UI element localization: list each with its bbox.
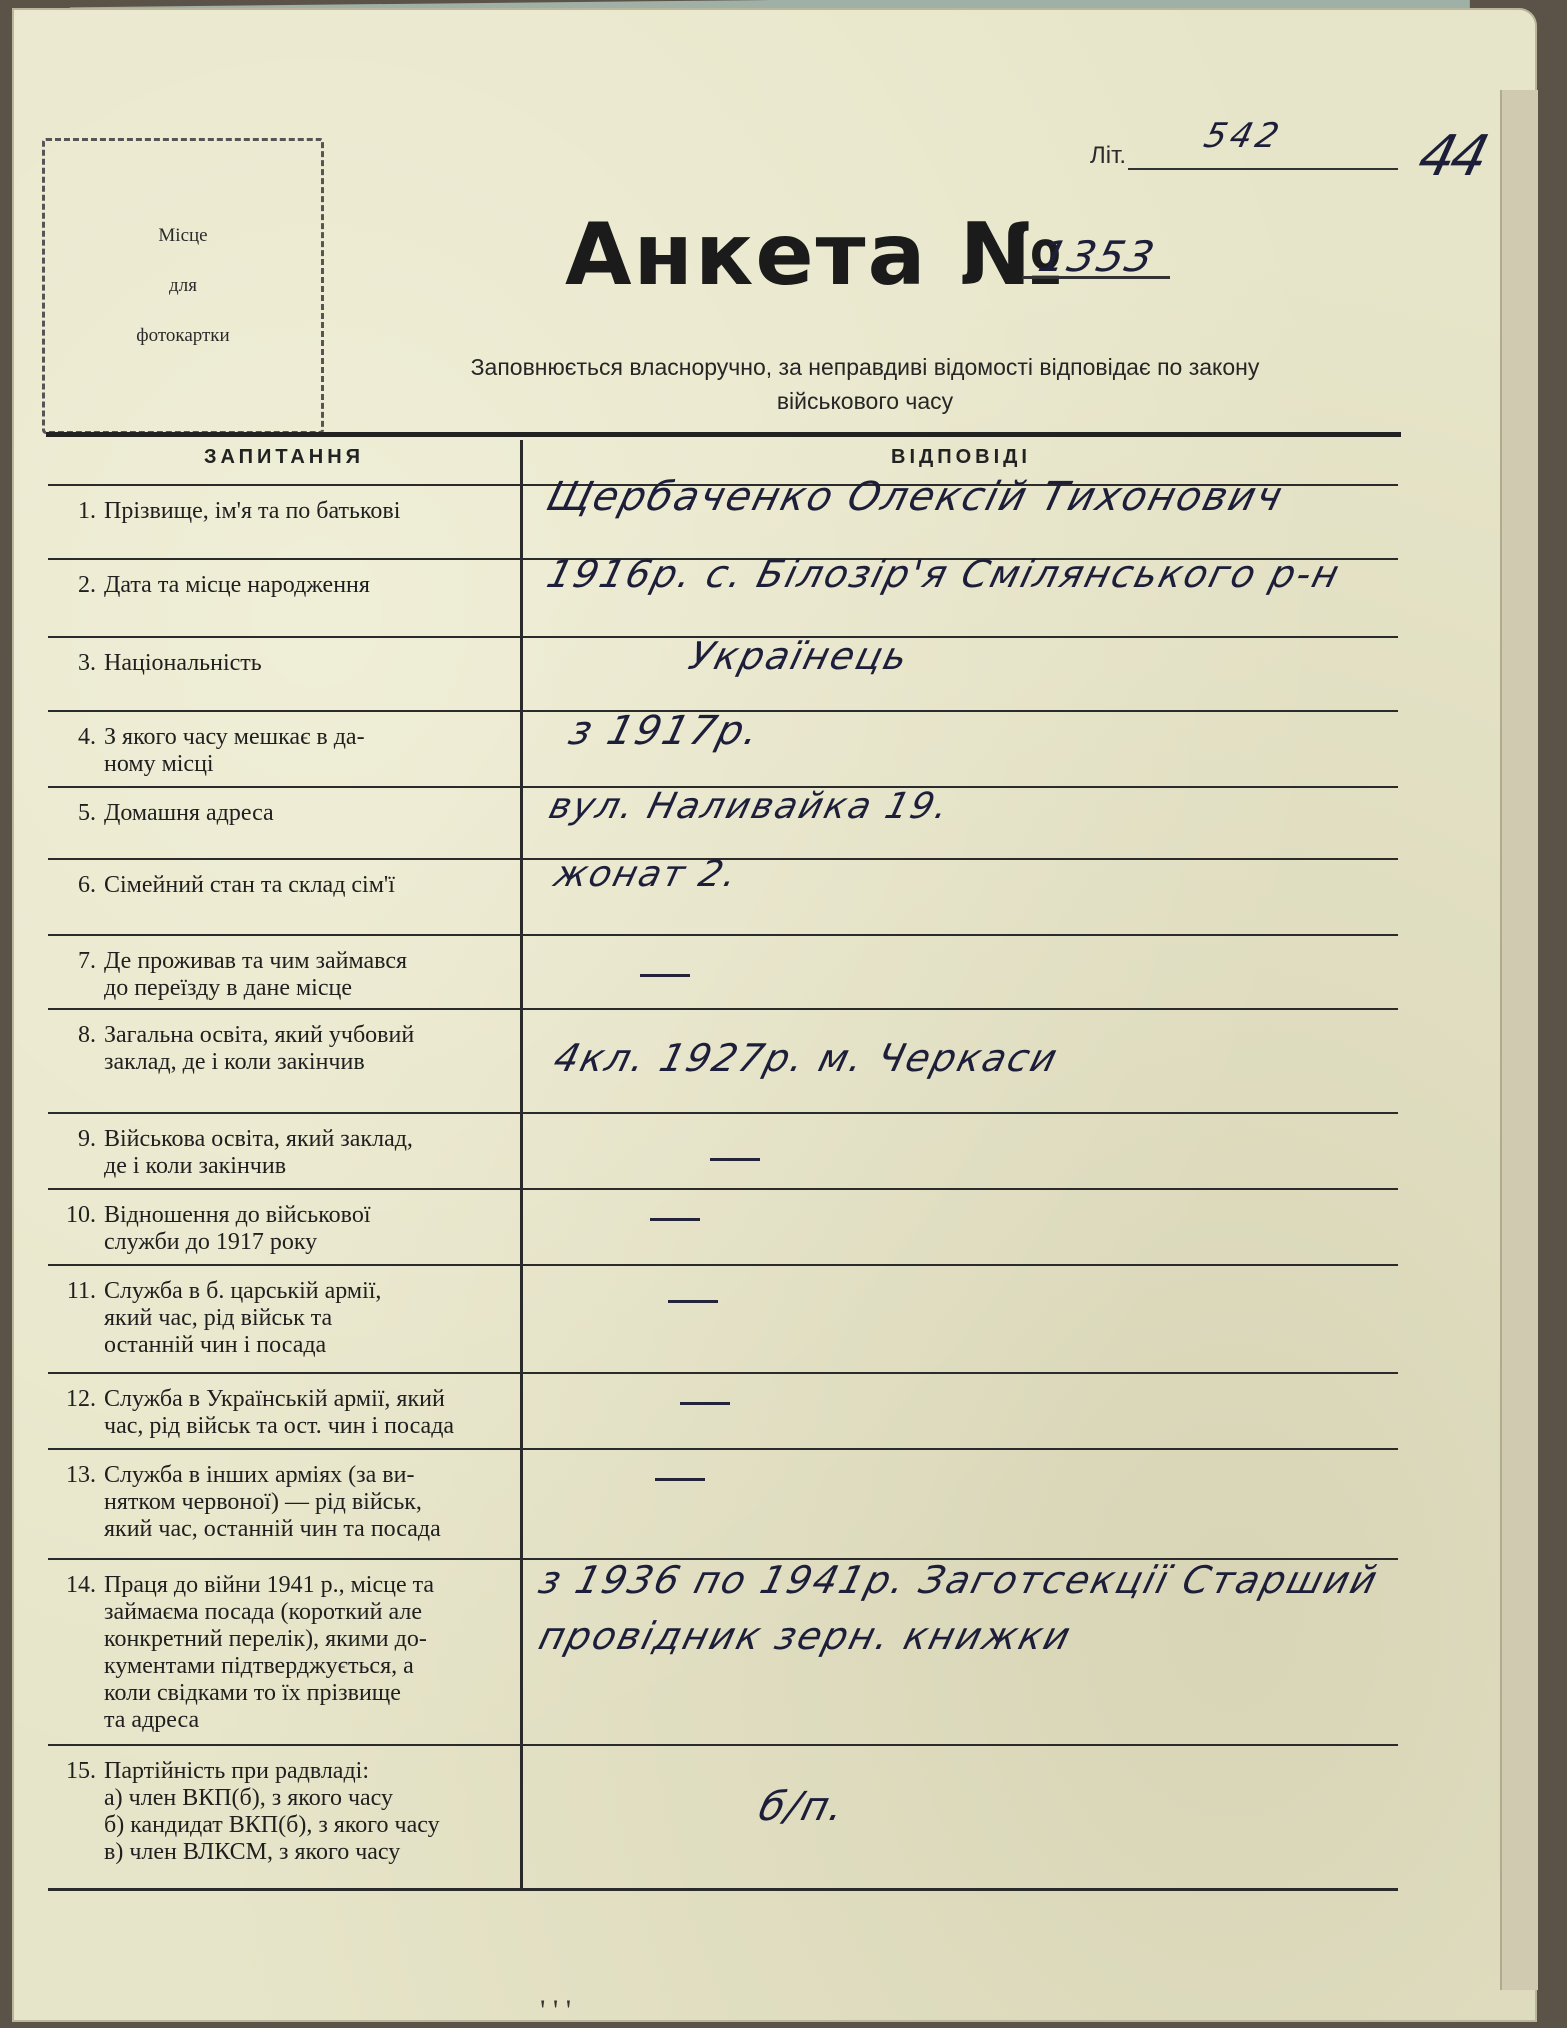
answer-5: вул. Наливайка 19. [544, 786, 955, 827]
question-text: Служба в б. царській армії, [104, 1278, 382, 1304]
question-number: 1. [78, 498, 96, 524]
question-number: 11. [66, 1278, 96, 1304]
question-10 [52, 1202, 522, 1256]
question-number: 10. [66, 1202, 96, 1228]
question-7 [52, 948, 522, 1002]
row-rule [48, 1448, 1398, 1450]
answer-8: 4кл. 1927р. м. Черкаси [549, 1036, 1064, 1080]
question-number: 13. [66, 1462, 96, 1488]
answer-dash-12 [680, 1402, 730, 1405]
question-5 [52, 800, 522, 827]
question-4 [52, 724, 522, 778]
archive-page-number: 44 [1411, 124, 1492, 189]
lit-value: 542 [1200, 116, 1287, 156]
row-rule [48, 1744, 1398, 1746]
question-text-line: та адреса [104, 1707, 200, 1733]
photo-placeholder [42, 138, 324, 434]
question-text: Домашня адреса [104, 800, 274, 826]
row-rule [48, 1372, 1398, 1374]
answer-15: б/п. [754, 1784, 851, 1830]
question-text-line: до переїзду в дане місце [104, 975, 352, 1001]
question-text: Праця до війни 1941 р., місце та [104, 1572, 435, 1598]
table-top-rule [46, 432, 1401, 437]
question-text-line: який час, останній чин та посада [104, 1516, 441, 1542]
question-11 [52, 1278, 522, 1359]
answer-1: Щербаченко Олексій Тихонович [542, 474, 1289, 520]
answers-header: ВІДПОВІДІ [891, 446, 1031, 468]
lit-label: Літ. [1090, 142, 1127, 169]
subtitle-line-1: Заповнюється власноручно, за неправдиві відомості відповідає по закону [470, 354, 1260, 380]
question-text-line: ному місці [104, 751, 214, 777]
question-text: Сімейний стан та склад сім'ї [104, 872, 395, 898]
question-text-line: коли свідками то їх прізвище [104, 1680, 401, 1706]
row-rule [48, 1188, 1398, 1190]
subtitle-line-2: військового часу [776, 388, 954, 414]
question-number: 14. [66, 1572, 96, 1598]
answer-dash-11 [668, 1300, 718, 1303]
form-subtitle [350, 350, 1380, 418]
answer-3: Українець [684, 634, 915, 678]
question-number: 9. [78, 1126, 96, 1152]
answer-dash-10 [650, 1218, 700, 1221]
question-text-line: конкретний перелік), якими до- [104, 1626, 427, 1652]
row-rule [48, 934, 1398, 936]
photo-text-1: Місце [158, 225, 208, 246]
question-number: 8. [78, 1022, 96, 1048]
question-text: Дата та місце народження [104, 572, 370, 598]
question-13 [52, 1462, 522, 1543]
question-number: 5. [78, 800, 96, 826]
answer-14: провідник зерн. книжки [534, 1614, 1077, 1658]
question-text: Військова освіта, який заклад, [104, 1126, 413, 1152]
question-text: Служба в Українській армії, який [104, 1386, 445, 1412]
photo-text-2: для [169, 275, 197, 296]
question-text: Служба в інших арміях (за ви- [104, 1462, 415, 1488]
answer-6: жонат 2. [549, 854, 743, 895]
question-number: 15. [66, 1758, 96, 1784]
question-text-line: служби до 1917 року [104, 1229, 318, 1255]
question-text-line: де і коли закінчив [104, 1153, 287, 1179]
question-text: Прізвище, ім'я та по батькові [104, 498, 401, 524]
question-15 [52, 1758, 522, 1866]
photo-text-3: фотокартки [136, 325, 230, 346]
answer-14: з 1936 по 1941р. Заготсекції Старший [534, 1558, 1384, 1602]
question-number: 12. [66, 1386, 96, 1412]
question-number: 4. [78, 724, 96, 750]
sheet-stack-edge [1500, 90, 1538, 1990]
question-text: Де проживав та чим займався [104, 948, 408, 974]
question-number: 6. [78, 872, 96, 898]
question-number: 3. [78, 650, 96, 676]
answer-2: 1916р. с. Білозір'я Смілянського р-н [542, 552, 1346, 596]
row-rule [48, 1008, 1398, 1010]
question-text-line: час, рід військ та ост. чин і посада [104, 1413, 455, 1439]
question-text-line: займаєма посада (короткий але [104, 1599, 422, 1625]
form-title: Анкета № [565, 205, 1065, 305]
question-text-line: б) кандидат ВКП(б), з якого часу [104, 1812, 440, 1838]
question-text-line: який час, рід військ та [104, 1305, 333, 1331]
question-text-line: нятком червоної) — рід військ, [104, 1489, 422, 1515]
question-2 [52, 572, 522, 599]
question-text-line: в) член ВЛКСМ, з якого часу [104, 1839, 401, 1865]
answer-4: з 1917р. [564, 708, 766, 754]
question-6 [52, 872, 522, 899]
question-text: Загальна освіта, який учбовий [104, 1022, 415, 1048]
form-number-underline [1022, 276, 1170, 279]
questions-header: ЗАПИТАННЯ [203, 446, 365, 468]
question-text: Національність [104, 650, 262, 676]
lit-underline [1128, 168, 1398, 170]
row-rule [48, 1112, 1398, 1114]
question-number: 2. [78, 572, 96, 598]
table-bottom-rule [48, 1888, 1398, 1891]
question-9 [52, 1126, 522, 1180]
question-14 [52, 1572, 522, 1734]
form-number: 1353 [1033, 232, 1161, 281]
row-rule [48, 1264, 1398, 1266]
question-text: З якого часу мешкає в да- [104, 724, 365, 750]
question-text: Партійність при радвладі: [104, 1758, 370, 1784]
question-text-line: кументами підтверджується, а [104, 1653, 414, 1679]
bottom-edge-marks: ' ' ' [540, 1994, 572, 2027]
question-8 [52, 1022, 522, 1076]
question-text-line: заклад, де і коли закінчив [104, 1049, 365, 1075]
answer-dash-7 [640, 974, 690, 977]
question-text-line: останній чин і посада [104, 1332, 327, 1358]
question-number: 7. [78, 948, 96, 974]
question-3 [52, 650, 522, 677]
question-text-line: а) член ВКП(б), з якого часу [104, 1785, 393, 1811]
question-1 [52, 498, 522, 525]
answer-dash-9 [710, 1158, 760, 1161]
question-text: Відношення до військової [104, 1202, 371, 1228]
question-12 [52, 1386, 522, 1440]
answer-dash-13 [655, 1478, 705, 1481]
